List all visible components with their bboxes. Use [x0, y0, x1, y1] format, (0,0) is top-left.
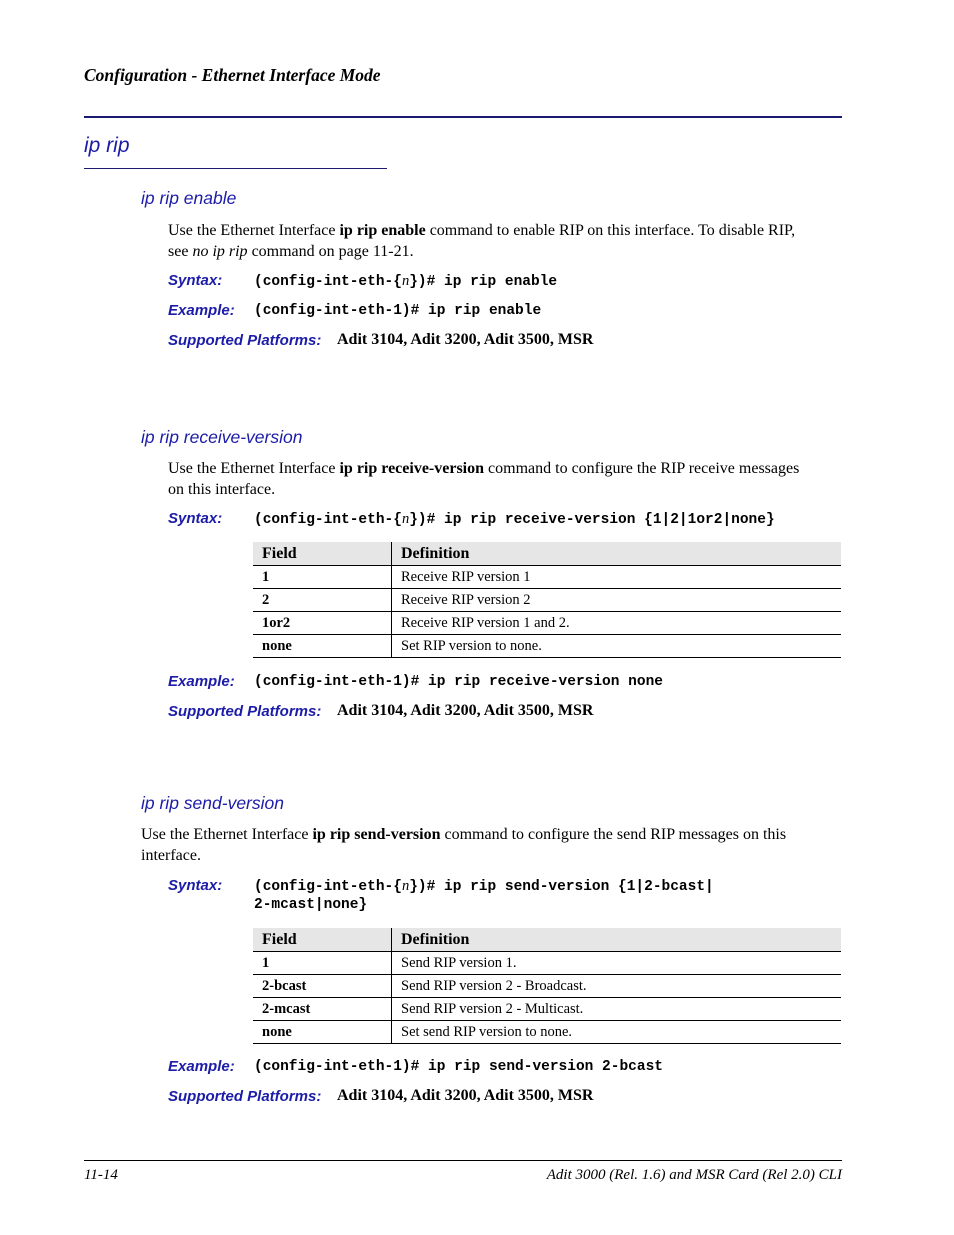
definition-cell: Receive RIP version 1	[392, 566, 842, 589]
receive-syntax-post: })# ip rip receive-version {1|2|1or2|none}	[409, 512, 775, 528]
field-cell: 1	[253, 952, 392, 975]
definition-cell: Send RIP version 1.	[392, 952, 842, 975]
enable-syntax-post: })# ip rip enable	[409, 274, 558, 290]
receive-syntax-label: Syntax:	[168, 510, 223, 527]
enable-description	[168, 220, 848, 262]
table-row	[253, 975, 841, 998]
receive-syntax-var: n	[401, 511, 410, 527]
table-row	[253, 566, 841, 589]
field-header: Field	[253, 928, 392, 952]
receive-desc-text-2: command to configure the RIP receive messages	[484, 460, 800, 477]
field-cell: none	[253, 1021, 392, 1044]
field-cell: none	[253, 635, 392, 658]
send-example-label: Example:	[168, 1058, 235, 1075]
enable-desc-command: ip rip enable	[339, 222, 426, 239]
footer-rule	[84, 1160, 842, 1161]
send-syntax-pre: (config-int-eth-{	[254, 879, 402, 895]
field-header: Field	[253, 542, 392, 566]
send-syntax-var: n	[401, 878, 410, 894]
send-desc-text-3: interface.	[141, 847, 201, 864]
send-syntax-post: })# ip rip send-version {1|2-bcast|	[409, 879, 714, 895]
page-number: 11-14	[84, 1167, 118, 1183]
receive-example: (config-int-eth-1)# ip rip receive-version none	[254, 674, 663, 690]
table-row	[253, 1021, 841, 1044]
enable-desc-text: Use the Ethernet Interface	[168, 222, 340, 239]
send-syntax	[254, 878, 714, 895]
table-row	[253, 998, 841, 1021]
table-header-row	[253, 542, 841, 566]
enable-desc-text-4: command on page 11-21.	[247, 243, 414, 260]
receive-syntax-pre: (config-int-eth-{	[254, 512, 402, 528]
enable-syntax-var: n	[401, 273, 410, 289]
section-title-rule	[84, 168, 387, 169]
receive-platforms: Adit 3104, Adit 3200, Adit 3500, MSR	[337, 702, 594, 719]
receive-heading: ip rip receive-version	[141, 427, 303, 447]
send-desc-text: Use the Ethernet Interface	[141, 826, 313, 843]
table-row	[253, 612, 841, 635]
send-desc-command: ip rip send-version	[312, 826, 441, 843]
send-description	[141, 824, 846, 866]
field-cell: 1or2	[253, 612, 392, 635]
send-desc-text-2: command to configure the send RIP messages on this	[440, 826, 787, 843]
enable-desc-text-3: see	[168, 243, 193, 260]
send-platforms: Adit 3104, Adit 3200, Adit 3500, MSR	[337, 1087, 594, 1104]
running-header: Configuration - Ethernet Interface Mode	[84, 65, 381, 85]
enable-desc-crossref: no ip rip	[192, 243, 248, 260]
enable-syntax-pre: (config-int-eth-{	[254, 274, 402, 290]
table-row	[253, 589, 841, 612]
receive-platforms-label: Supported Platforms:	[168, 703, 322, 720]
enable-syntax-label: Syntax:	[168, 272, 223, 289]
receive-desc-text-3: on this interface.	[168, 481, 276, 498]
enable-example-label: Example:	[168, 302, 235, 319]
receive-description	[168, 458, 848, 500]
definition-cell: Set send RIP version to none.	[392, 1021, 842, 1044]
receive-example-label: Example:	[168, 673, 235, 690]
section-title: ip rip	[84, 134, 130, 157]
enable-example: (config-int-eth-1)# ip rip enable	[254, 303, 542, 319]
send-syntax-label: Syntax:	[168, 877, 223, 894]
receive-field-table	[253, 542, 841, 658]
enable-syntax	[254, 273, 557, 290]
definition-cell: Receive RIP version 2	[392, 589, 842, 612]
table-header-row	[253, 928, 841, 952]
field-cell: 2-bcast	[253, 975, 392, 998]
definition-header: Definition	[392, 542, 842, 566]
field-cell: 1	[253, 566, 392, 589]
enable-desc-text-2: command to enable RIP on this interface. To disable RIP,	[425, 222, 796, 239]
receive-desc-command: ip rip receive-version	[339, 460, 485, 477]
enable-platforms-label: Supported Platforms:	[168, 332, 322, 349]
definition-header: Definition	[392, 928, 842, 952]
receive-desc-text: Use the Ethernet Interface	[168, 460, 340, 477]
field-cell: 2	[253, 589, 392, 612]
header-rule	[84, 116, 842, 118]
table-row	[253, 635, 841, 658]
field-cell: 2-mcast	[253, 998, 392, 1021]
send-syntax-line-2: 2-mcast|none}	[254, 897, 368, 913]
table-row	[253, 952, 841, 975]
definition-cell: Receive RIP version 1 and 2.	[392, 612, 842, 635]
send-field-table	[253, 928, 841, 1044]
enable-platforms: Adit 3104, Adit 3200, Adit 3500, MSR	[337, 331, 594, 348]
enable-heading: ip rip enable	[141, 188, 237, 208]
definition-cell: Set RIP version to none.	[392, 635, 842, 658]
footer-doc-title: Adit 3000 (Rel. 1.6) and MSR Card (Rel 2.0) CLI	[546, 1167, 842, 1183]
receive-syntax	[254, 511, 775, 528]
definition-cell: Send RIP version 2 - Broadcast.	[392, 975, 842, 998]
definition-cell: Send RIP version 2 - Multicast.	[392, 998, 842, 1021]
send-example: (config-int-eth-1)# ip rip send-version 2-bcast	[254, 1059, 663, 1075]
send-platforms-label: Supported Platforms:	[168, 1088, 322, 1105]
send-heading: ip rip send-version	[141, 793, 284, 813]
